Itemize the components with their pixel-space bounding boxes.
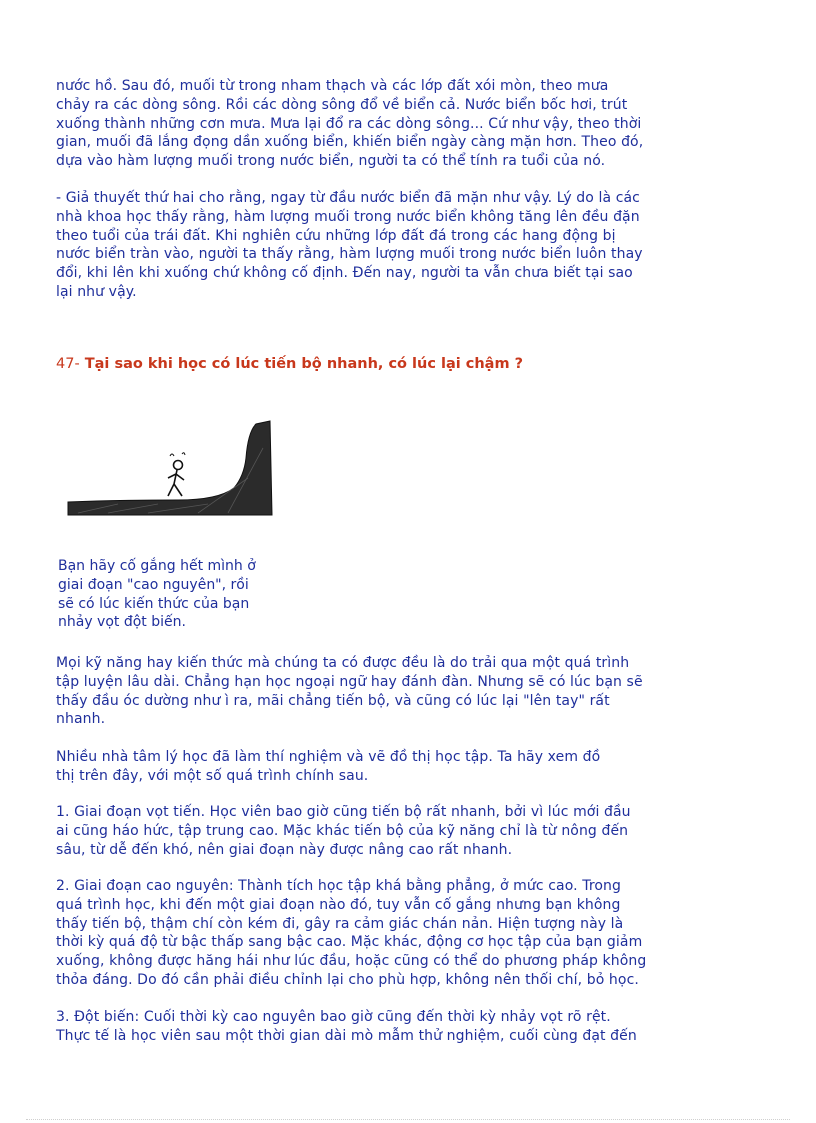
section-number: 47- — [56, 356, 80, 372]
paragraph-skills-intro: Mọi kỹ năng hay kiến thức mà chúng ta có được đều là do trải qua một quá trình tập luyện lâu dài. Chẳng hạn học ngoại ngữ hay đánh đàn. Nhưng sẽ có lúc bạn sẽ thấy đầu óc dường như ì ra, mãi chẳng tiến bộ, và cũng có lúc lại "lên tay" rất nhanh. — [56, 655, 643, 728]
paragraph-second-hypothesis: - Giả thuyết thứ hai cho rằng, ngay từ đầu nước biển đã mặn như vậy. Lý do là các nhà khoa học thấy rằng, hàm lượng muối trong nước biển không tăng lên đều đặn theo tuổi của trái đất. Khi nghiên cứu những lớp đất đá trong các hang động bị nước biển tràn vào, người ta thấy rằng, hàm lượng muối trong nước biển luôn thay đổi, khi lên khi xuống chứ không cố định. Đến nay, người ta vẫn chưa biết tại sao lại như vậy. — [56, 190, 643, 300]
paragraph-salt-origin-end: nước hồ. Sau đó, muối từ trong nham thạch và các lớp đất xói mòn, theo mưa chảy ra các dòng sông. Rồi các dòng sông đổ về biển cả. Nước biển bốc hơi, trút xuống thành những cơn mưa. Mưa lại đổ ra các dòng sông... Cứ như vậy, theo thời gian, muối đã lắng đọng dần xuống biển, khiến biển ngày càng mặn hơn. Theo đó, dựa vào hàm lượng muối trong nước biển, người ta có thể tính ra tuổi của nó. — [56, 78, 644, 170]
paragraph-psychologists: Nhiều nhà tâm lý học đã làm thí nghiệm và vẽ đồ thị học tập. Ta hãy xem đồ thị trên đây, với một số quá trình chính sau. — [56, 749, 601, 784]
illustration-caption: Bạn hãy cố gắng hết mình ở giai đoạn "cao nguyên", rồi sẽ có lúc kiến thức của bạn nhảy vọt đột biến. — [58, 558, 256, 631]
page-bottom-divider — [26, 1119, 790, 1120]
plateau-cliff-shape — [68, 421, 272, 515]
learning-curve-illustration — [58, 418, 280, 518]
walking-person-icon — [168, 453, 185, 496]
section-heading — [56, 356, 523, 372]
paragraph-stage-3: 3. Đột biến: Cuối thời kỳ cao nguyên bao giờ cũng đến thời kỳ nhảy vọt rõ rệt. Thực tế là học viên sau một thời gian dài mò mẫm thử nghiệm, cuối cùng đạt đến — [56, 1009, 637, 1044]
section-title: Tại sao khi học có lúc tiến bộ nhanh, có lúc lại chậm ? — [84, 356, 524, 372]
paragraph-stage-1: 1. Giai đoạn vọt tiến. Học viên bao giờ cũng tiến bộ rất nhanh, bởi vì lúc mới đầu ai cũng háo hức, tập trung cao. Mặc khác tiến bộ của kỹ năng chỉ là từ nông đến sâu, từ dễ đến khó, nên giai đoạn này được nâng cao rất nhanh. — [56, 804, 631, 858]
paragraph-stage-2: 2. Giai đoạn cao nguyên: Thành tích học tập khá bằng phẳng, ở mức cao. Trong quá trình học, khi đến một giai đoạn nào đó, tuy vẫn cố gắng nhưng bạn không thấy tiến bộ, thậm chí còn kém đi, gây ra cảm giác chán nản. Hiện tượng này là thời kỳ quá độ từ bậc thấp sang bậc cao. Mặc khác, động cơ học tập của bạn giảm xuống, không được hăng hái như lúc đầu, hoặc cũng có thể do phương pháp không thỏa đáng. Do đó cần phải điều chỉnh lại cho phù hợp, không nên thối chí, bỏ học. — [56, 878, 647, 988]
